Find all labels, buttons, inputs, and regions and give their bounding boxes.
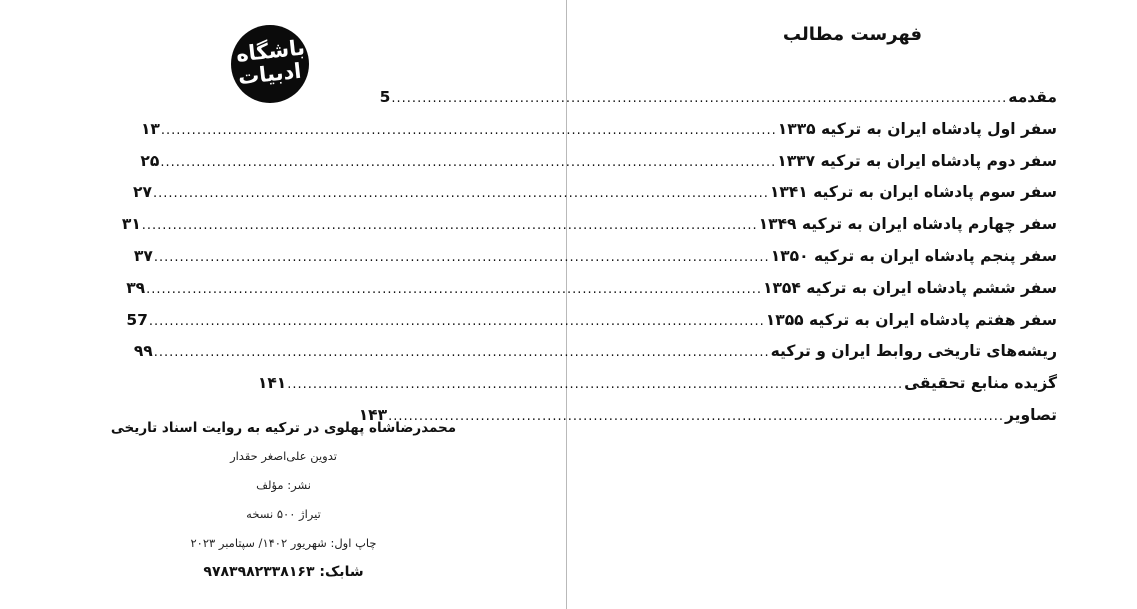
toc-entry-page: ۲۵ (140, 151, 160, 170)
toc-entry-label: سفر سوم پادشاه ایران به ترکیه ۱۳۴۱ (769, 183, 1057, 202)
toc-entry[interactable] (126, 278, 1057, 311)
toc-entry-label: مقدمه (1008, 88, 1057, 106)
toc-dot-leader: ........................................................................................................................ (388, 408, 1004, 424)
toc-entry[interactable] (379, 88, 1057, 120)
toc-entry-page: 5 (379, 88, 391, 106)
publisher-logo (231, 25, 309, 103)
toc-entry-label: گزیده منابع تحقیقی (904, 374, 1057, 393)
toc-entry[interactable] (140, 119, 1057, 152)
publisher-line: نشر: مؤلف (256, 478, 311, 492)
toc-entry-label: سفر ششم پادشاه ایران به ترکیه ۱۳۵۴ (763, 278, 1057, 297)
toc-entry[interactable] (140, 151, 1057, 184)
toc-entry-label: سفر چهارم پادشاه ایران به ترکیه ۱۳۴۹ (758, 215, 1057, 234)
toc-dot-leader: ........................................................................................................................ (391, 91, 1008, 106)
toc-dot-leader: ........................................................................................................................ (141, 218, 758, 234)
toc-entry[interactable] (133, 183, 1057, 215)
book-title: محمدرضاشاه پهلوی در ترکیه به روایت اسناد تاریخی (110, 420, 457, 436)
toc-entry-page: ۳۱ (121, 215, 141, 234)
toc-dot-leader: ........................................................................................................................ (152, 186, 769, 202)
toc-entry-label: تصاویر (1004, 405, 1057, 424)
toc-entry-label: سفر دوم پادشاه ایران به ترکیه ۱۳۳۷ (777, 151, 1057, 170)
toc-entry-page: ۱۴۱ (257, 374, 287, 393)
toc-dot-leader: ........................................................................................................................ (148, 313, 765, 329)
toc-entry[interactable] (126, 310, 1057, 343)
logo-line-2: ادبیات (237, 58, 303, 90)
toc-dot-leader: ........................................................................................................................ (160, 122, 777, 138)
toc-entry[interactable] (133, 246, 1057, 279)
toc-entry-label: ریشه‌های تاریخی روابط ایران و ترکیه (770, 342, 1057, 361)
circulation-line: تیراژ ۵۰۰ نسخه (246, 507, 321, 521)
toc-entry[interactable] (121, 215, 1057, 247)
toc-entry-page: 57 (126, 310, 148, 329)
toc-entry-label: سفر پنجم پادشاه ایران به ترکیه ۱۳۵۰ (770, 246, 1057, 265)
toc-dot-leader: ........................................................................................................................ (146, 281, 763, 297)
toc-entry-label: سفر اول پادشاه ایران به ترکیه ۱۳۳۵ (777, 119, 1057, 138)
toc-dot-leader: ........................................................................................................................ (153, 249, 770, 265)
toc-entry-page: ۳۹ (126, 278, 146, 297)
toc-entry-page: ۹۹ (133, 342, 153, 361)
isbn-line: شابک: ۹۷۸۳۹۸۲۳۳۸۱۶۳ (203, 564, 364, 580)
toc-entry-page: ۱۳ (140, 119, 160, 138)
toc-entry[interactable] (133, 342, 1057, 374)
colophon (0, 414, 567, 586)
logo-line-1: باشگاه (234, 35, 306, 67)
toc-entry-label: سفر هفتم پادشاه ایران به ترکیه ۱۳۵۵ (765, 310, 1057, 329)
toc-entry[interactable] (257, 374, 1057, 406)
toc-entry-page: ۳۷ (133, 246, 153, 265)
toc-dot-leader: ........................................................................................................................ (287, 377, 904, 393)
compiler-line: تدوین علی‌اصغر حقدار (230, 449, 337, 463)
toc-dot-leader: ........................................................................................................................ (160, 154, 777, 170)
toc-dot-leader: ........................................................................................................................ (153, 345, 770, 361)
toc-entry-page: ۱۴۳ (358, 405, 388, 424)
edition-line: چاپ اول: شهریور ۱۴۰۲/ سپتامبر ۲۰۲۳ (190, 536, 377, 550)
toc-heading: فهرست مطالب (782, 24, 923, 45)
toc-entry-page: ۲۷ (133, 183, 152, 202)
toc-entry[interactable] (358, 405, 1057, 438)
